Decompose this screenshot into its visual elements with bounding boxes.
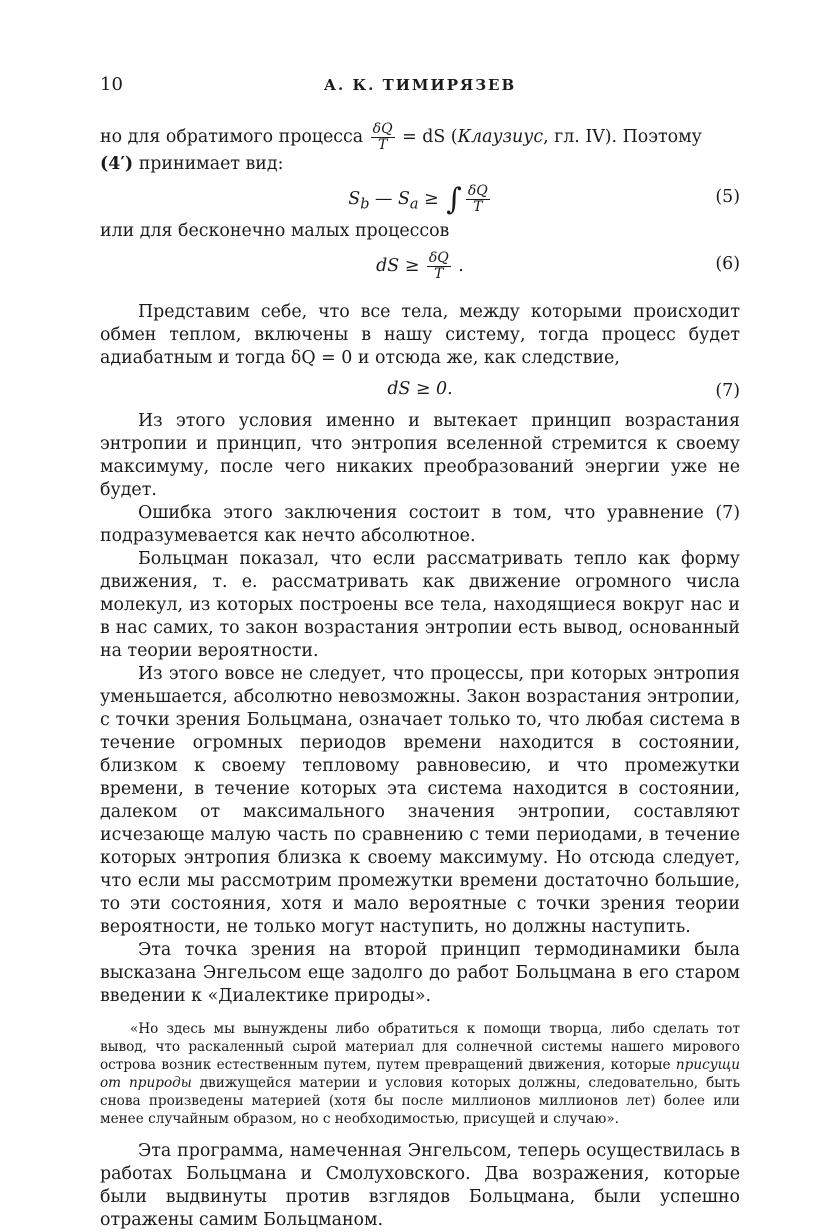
symbol: dS ≥ bbox=[376, 256, 425, 276]
paragraph-engels: Эта точка зрения на второй принцип термодинамики была высказана Энгельсом еще задолго до работ Больцмана в его старом введении к «Диалектике природы». bbox=[100, 940, 740, 1006]
text-run: , гл. IV). Поэтому bbox=[543, 127, 702, 147]
paragraph-fluctuations: Из этого вовсе не следует, что процессы, при которых энтропия уменьшается, абсолютно невозможны. Закон возрастания энтропии, с точки зрения Больцмана, означает только то, что любая система в течение огромных периодов времени находится в состоянии, близком к своему тепловому равновесию, и что промежутки времени, в течение которых эта система находится в состоянии, далеком от максимального значения энтропии, составляют исчезающе малую часть по сравнению с теми периодами, в течение которых энтропия близка к своему максимуму. Но отсюда следует, что если мы рассмотрим промежутки времени достаточно большие, то эти состояния, хотя и мало вероятные с точки зрения теории вероятности, не только могут наступить, но должны наступить. bbox=[100, 664, 740, 937]
fraction-denominator: T bbox=[434, 266, 444, 282]
equation-7 bbox=[100, 370, 740, 410]
quote-text: движущейся материи и условия которых должны, следовательно, быть снова произведены материей (хотя бы после миллионов миллионов лет) более или менее случайным образом, но с необходимостью, присущей и случаю». bbox=[100, 1075, 740, 1127]
fraction-dq-over-t bbox=[427, 251, 451, 282]
subscript: a bbox=[409, 196, 419, 213]
fraction-denominator: T bbox=[377, 137, 388, 153]
fraction-denominator: T bbox=[473, 199, 483, 215]
quote-emphasis: присущи от природы bbox=[100, 1057, 740, 1091]
paragraph-reversible-process bbox=[100, 122, 740, 176]
author-name-clausius: Клаузиус bbox=[457, 127, 544, 147]
text-run: но для обратимого процесса bbox=[100, 127, 364, 147]
operator: ≥ bbox=[418, 189, 445, 209]
page-body bbox=[100, 122, 740, 1232]
page-header bbox=[100, 74, 740, 98]
paragraph-program: Эта программа, намеченная Энгельсом, теперь осуществилась в работах Больцмана и Смолуховского. Два возражения, которые были выдвинуты против взглядов Больцмана, были успешно отражены самим Больцманом. bbox=[100, 1141, 740, 1230]
symbol: — S bbox=[369, 189, 410, 209]
integral-sign: ∫ bbox=[446, 182, 462, 217]
running-head: А. К. ТИМИРЯЗЕВ bbox=[323, 76, 517, 94]
equation-7-expression: dS ≥ 0. bbox=[387, 379, 453, 399]
paragraph-boltzmann: Больцман показал, что если рассматривать тепло как форму движения, т. е. рассматривать как движение огромного числа молекул, из которых построены все тела, находящиеся вокруг нас и в нас самих, то закон возрастания энтропии есть вывод, основанный на теории вероятности. bbox=[100, 549, 740, 661]
equation-number: (7) bbox=[715, 381, 740, 401]
quote-text: «Но здесь мы вынуждены либо обратиться к помощи творца, либо сделать тот вывод, что раскаленный сырой материал для солнечной системы нашего мирового острова возник естественным путем, путем превращений движения, которые bbox=[100, 1021, 740, 1073]
equation-number: (5) bbox=[715, 187, 740, 207]
equation-6-expression bbox=[100, 251, 740, 282]
fraction-numerator: δQ bbox=[428, 250, 449, 266]
engels-quotation bbox=[100, 1020, 740, 1128]
fraction-numerator: δQ bbox=[467, 183, 488, 199]
page-number: 10 bbox=[100, 74, 123, 95]
fraction-numerator: δQ bbox=[372, 121, 393, 137]
equation-6 bbox=[100, 243, 740, 287]
fraction-dq-over-t bbox=[466, 184, 490, 215]
paragraph-entropy-principle: Из этого условия именно и вытекает принцип возрастания энтропии и принцип, что энтропия вселенной стремится к своему максимуму, после чего никаких преобразований энергии уже не будет. bbox=[100, 411, 740, 500]
paragraph-error: Ошибка этого заключения состоит в том, что уравнение (7) подразумевается как нечто абсолютное. bbox=[100, 503, 740, 546]
fraction-dq-over-t bbox=[371, 122, 395, 153]
equation-reference: (4′) bbox=[100, 154, 134, 174]
paragraph-adiabatic: Представим себе, что все тела, между которыми происходит обмен теплом, включены в нашу систему, тогда процесс будет адиабатным и тогда δQ = 0 и отсюда же, как следствие, bbox=[100, 302, 740, 368]
paragraph-infinitesimal: или для бесконечно малых процессов bbox=[100, 221, 450, 241]
equation-5 bbox=[100, 176, 740, 220]
text-run: принимает вид: bbox=[138, 154, 284, 174]
equation-number: (6) bbox=[715, 254, 740, 274]
symbol: . bbox=[452, 256, 464, 276]
subscript: b bbox=[360, 196, 370, 213]
text-run: = dS ( bbox=[402, 127, 458, 147]
equation-5-expression bbox=[100, 184, 740, 216]
symbol: S bbox=[348, 189, 361, 209]
